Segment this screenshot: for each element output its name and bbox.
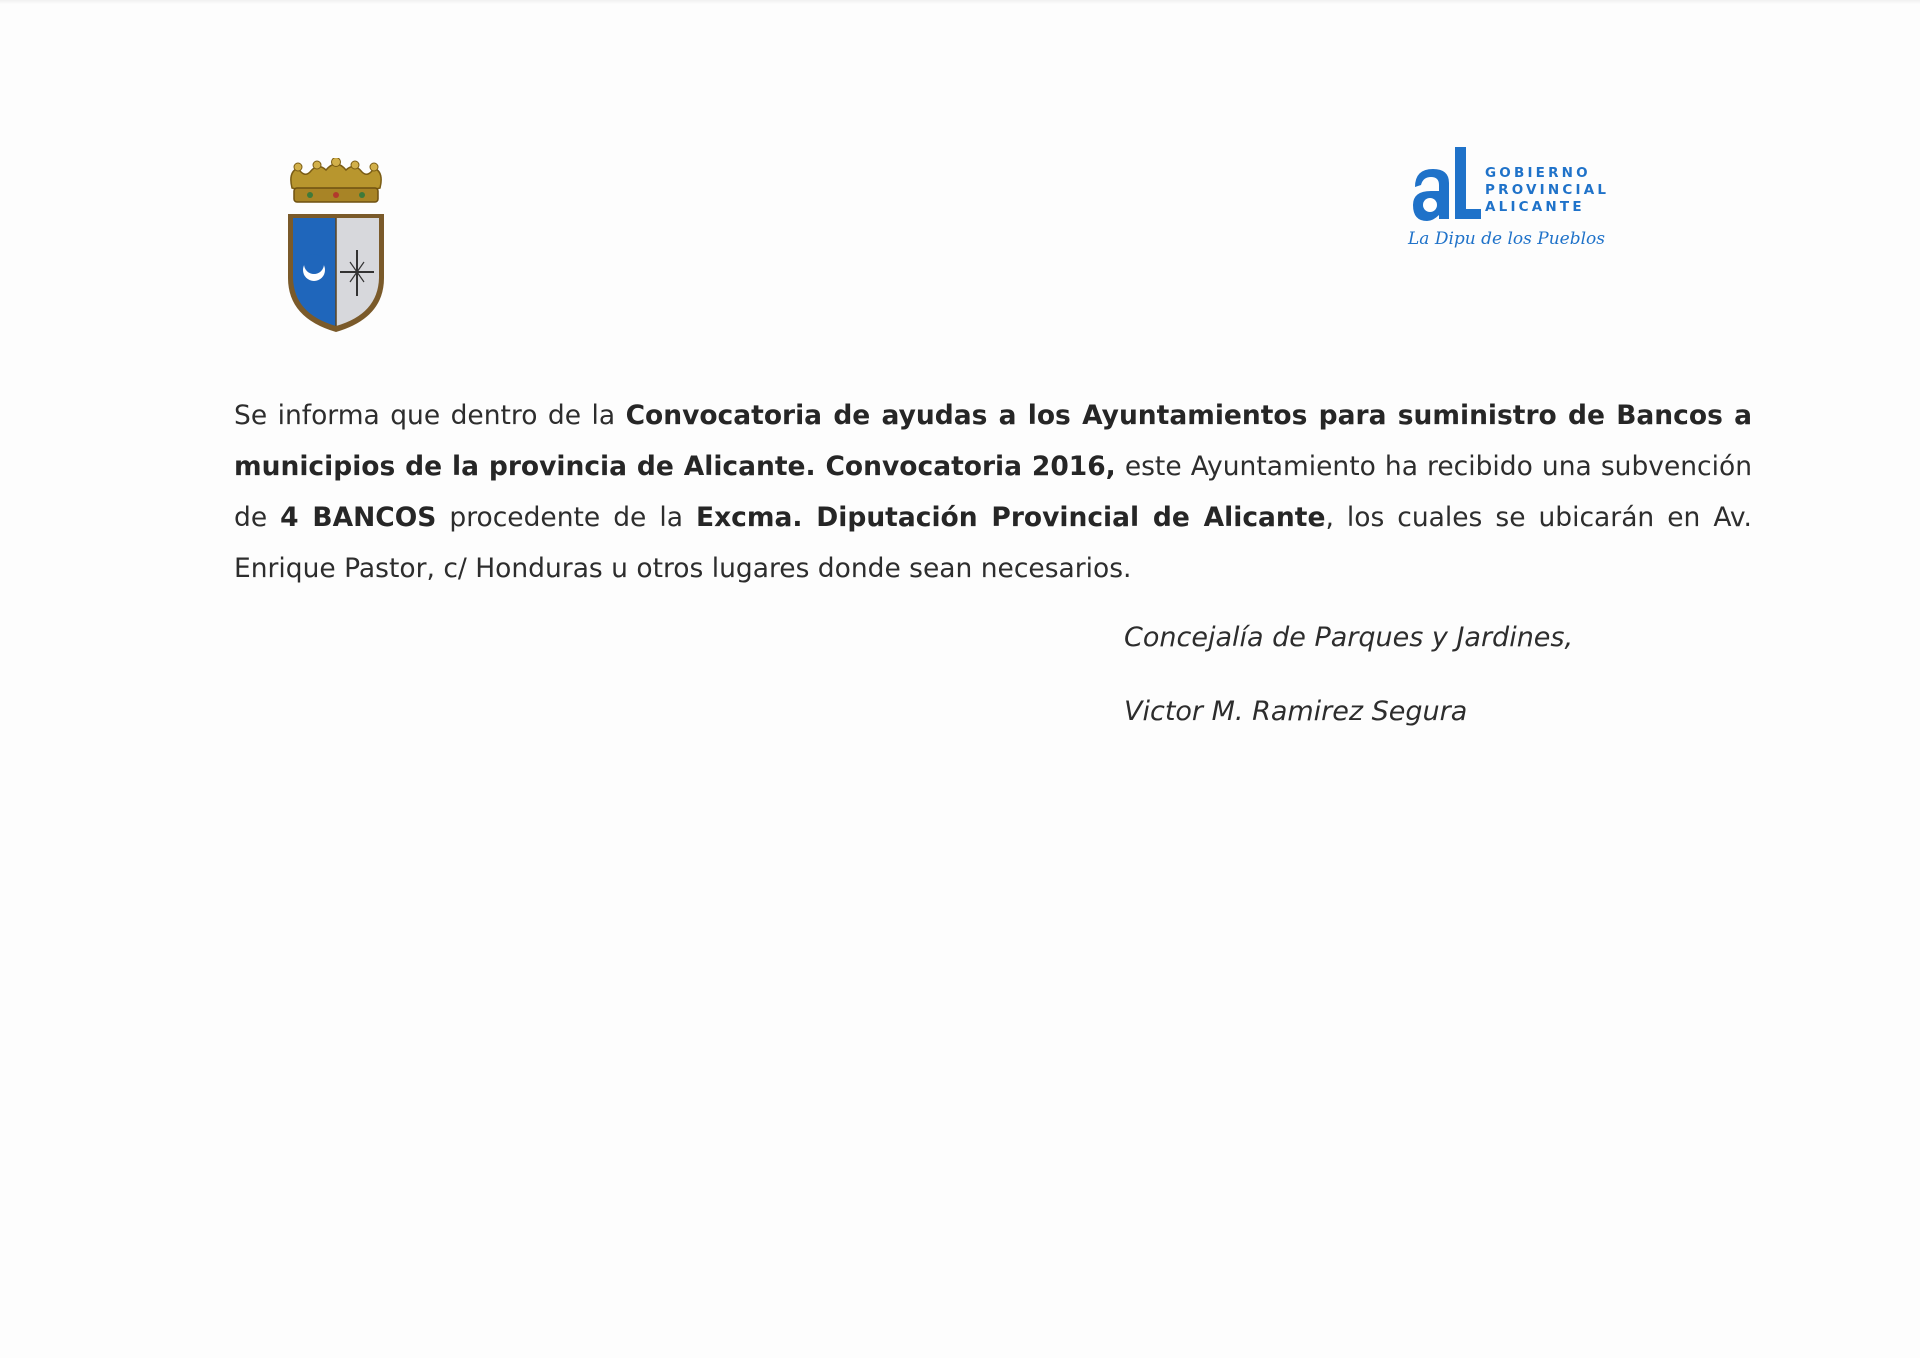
- al-monogram-icon: [1405, 143, 1485, 223]
- scan-edge: [0, 0, 1920, 4]
- gov-logo-line-1: GOBIERNO: [1485, 165, 1591, 181]
- notice-text-1: Se informa que dentro de la: [234, 400, 626, 431]
- municipal-coat-of-arms-icon: [280, 158, 392, 334]
- gov-logo-tagline: La Dipu de los Pueblos: [1408, 229, 1606, 249]
- gov-provincial-logo: [1405, 143, 1625, 258]
- gov-logo-line-2: PROVINCIAL: [1485, 182, 1610, 198]
- notice-program-name: Convocatoria de ayudas a los Ayuntamientos para suministro de Bancos a municipios de la provincia de Alicante. Convocatoria 2016,: [234, 400, 1752, 482]
- signature-name: Victor M. Ramirez Segura: [1124, 696, 1468, 727]
- gov-logo-line-3: ALICANTE: [1485, 199, 1585, 215]
- signature-department: Concejalía de Parques y Jardines,: [1124, 622, 1574, 653]
- notice-paragraph: [234, 390, 1752, 594]
- notice-text-2: este Ayuntamiento ha recibido una subvención de: [234, 451, 1752, 533]
- notice-text-3: procedente de la: [436, 502, 696, 533]
- notice-text-4: , los cuales se ubicarán en Av. Enrique Pastor, c/ Honduras u otros lugares donde sean necesarios.: [234, 502, 1752, 584]
- notice-institution: Excma. Diputación Provincial de Alicante: [695, 502, 1326, 533]
- notice-bench-count: 4 BANCOS: [280, 502, 437, 533]
- gov-logo-text: [1485, 165, 1609, 216]
- crown-icon: [291, 158, 381, 202]
